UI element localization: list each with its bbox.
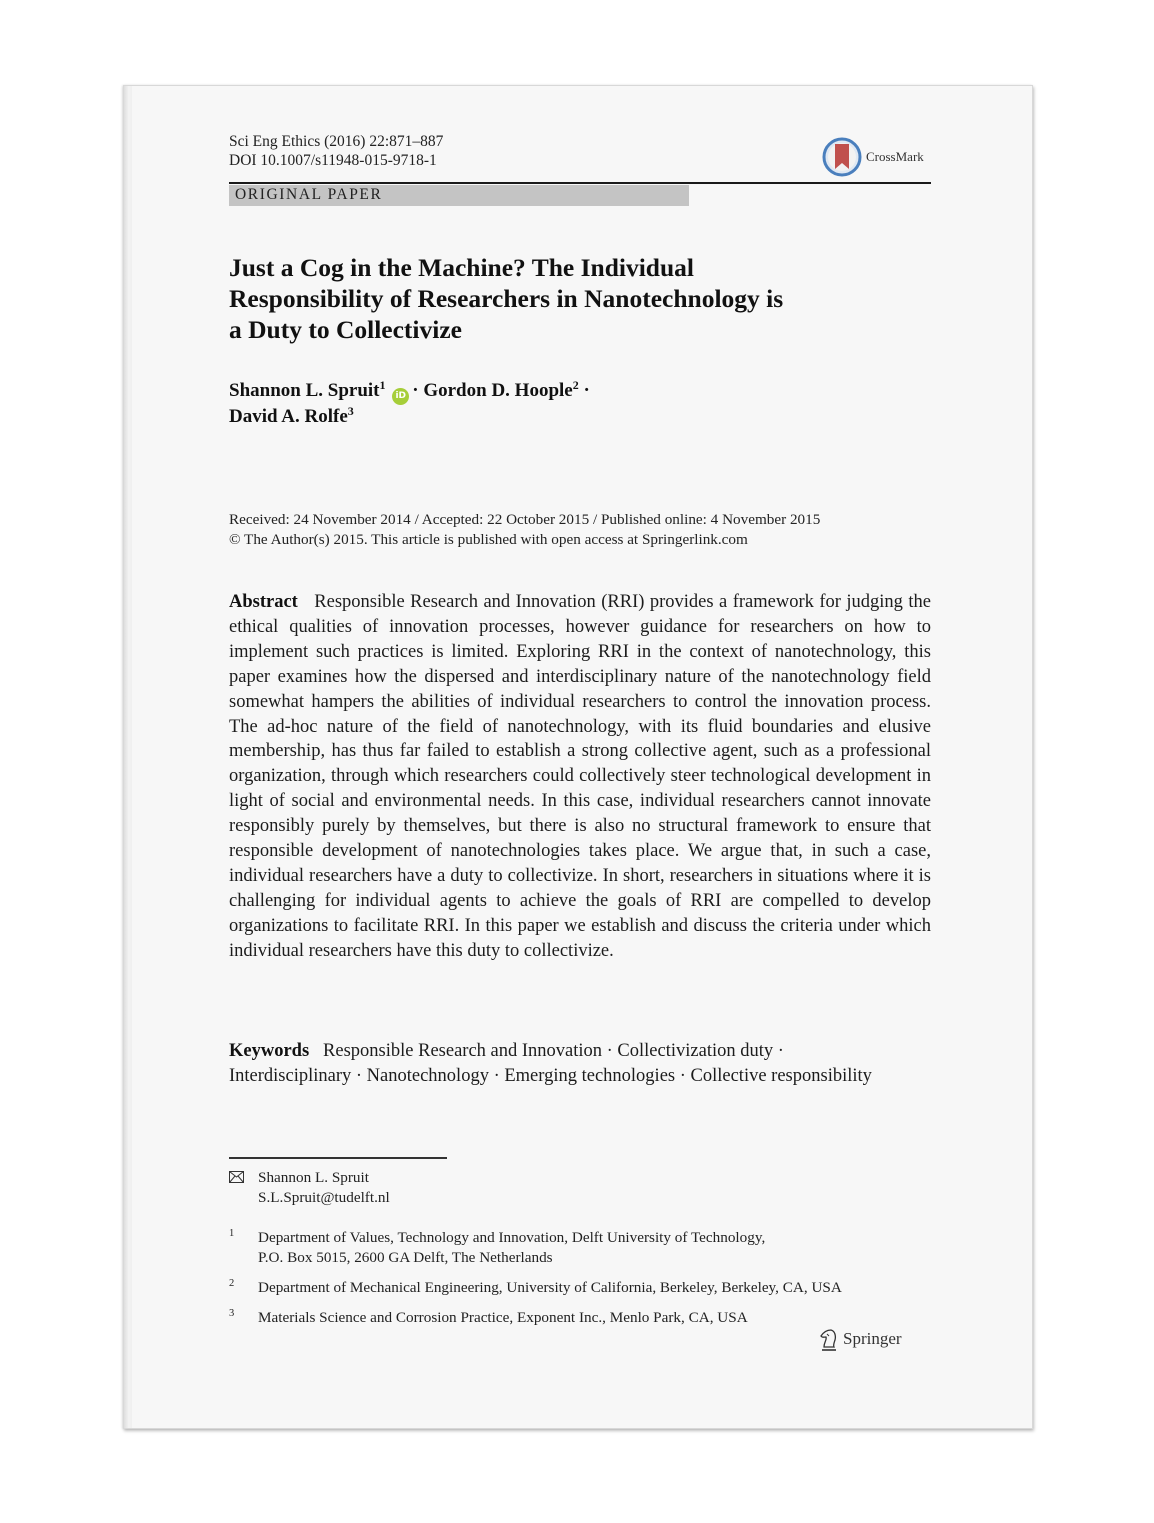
- orcid-icon[interactable]: iD: [392, 388, 409, 405]
- title-line: Just a Cog in the Machine? The Individual: [229, 253, 695, 282]
- author-separator: ·: [583, 380, 590, 401]
- affiliation-number: 2: [229, 1278, 235, 1289]
- envelope-icon: [229, 1171, 244, 1183]
- affiliation-number: 1: [229, 1228, 235, 1239]
- affiliation-number: 3: [229, 1308, 235, 1319]
- copyright-line: © The Author(s) 2015. This article is published with open access at Springerlink.com: [229, 531, 748, 548]
- header-rule: [229, 182, 931, 184]
- springer-knight-icon: [819, 1328, 839, 1352]
- author-list: [229, 379, 869, 429]
- title-line: Responsibility of Researchers in Nanotechnology is: [229, 284, 784, 313]
- abstract-label: Abstract: [229, 592, 298, 612]
- springer-logo: [817, 1327, 937, 1353]
- article-type-band: [229, 185, 689, 206]
- affiliation-marker: 3: [347, 404, 354, 418]
- abstract: [229, 590, 931, 964]
- affiliation-marker: 1: [379, 378, 386, 392]
- article-type: ORIGINAL PAPER: [235, 186, 383, 203]
- paper-title: [229, 252, 889, 345]
- paper-page: [123, 85, 1033, 1429]
- publication-dates: [229, 510, 934, 550]
- footnote-rule: [229, 1157, 447, 1159]
- affiliation-marker: 2: [572, 378, 579, 392]
- affiliation-text: Materials Science and Corrosion Practice, Exponent Inc., Menlo Park, CA, USA: [258, 1309, 748, 1326]
- crossmark-icon: [822, 136, 862, 178]
- crossmark-label: CrossMark: [866, 149, 924, 164]
- author-name[interactable]: Shannon L. Spruit: [229, 380, 380, 401]
- journal-citation: Sci Eng Ethics (2016) 22:871–887: [229, 133, 444, 150]
- publisher-name: Springer: [843, 1329, 902, 1348]
- correspondence-email[interactable]: S.L.Spruit@tudelft.nl: [258, 1189, 390, 1206]
- keywords: [229, 1039, 879, 1089]
- affiliation-text: Department of Mechanical Engineering, University of California, Berkeley, Berkeley, CA, USA: [258, 1279, 842, 1296]
- journal-info: [229, 132, 443, 170]
- doi[interactable]: DOI 10.1007/s11948-015-9718-1: [229, 152, 437, 169]
- affiliation-text: Department of Values, Technology and Innovation, Delft University of Technology,: [258, 1229, 766, 1246]
- dates-line: Received: 24 November 2014 / Accepted: 22 October 2015 / Published online: 4 November 2015: [229, 511, 821, 528]
- keywords-text: Responsible Research and Innovation · Collectivization duty · Interdisciplinary · Nanotechnology · Emerging technologies · Collective responsibility: [229, 1041, 872, 1086]
- author-separator: ·: [412, 380, 419, 401]
- abstract-text: Responsible Research and Innovation (RRI) provides a framework for judging the ethical qualities of innovation processes, however guidance for researchers on how to implement such practices is limited. Exploring RRI in the context of nanotechnology, this paper examines how the dispersed and interdisciplinary nature of the nanotechnology field somewhat hampers the abilities of individual researchers to control the innovation process. The ad-hoc nature of the field of nanotechnology, with its fluid boundaries and elusive membership, has thus far failed to establish a strong collective agent, such as a professional organization, through which researchers could collectively steer technological development in light of social and environmental needs. In this case, individual researchers cannot innovate responsibly purely by themselves, but there is also no structural framework to ensure that responsible development of nanotechnologies takes place. We argue that, in such a case, individual researchers have a duty to collectivize. In short, researchers in situations where it is challenging for individual agents to achieve the goals of RRI are compelled to develop organizations to facilitate RRI. In this paper we establish and discuss the criteria under which individual researchers have this duty to collectivize.: [229, 592, 932, 961]
- crossmark-badge[interactable]: [822, 136, 932, 178]
- title-line: a Duty to Collectivize: [229, 315, 462, 344]
- correspondence-name: Shannon L. Spruit: [258, 1169, 369, 1186]
- author-name[interactable]: David A. Rolfe: [229, 406, 348, 427]
- author-name[interactable]: Gordon D. Hoople: [423, 380, 573, 401]
- affiliation-text: P.O. Box 5015, 2600 GA Delft, The Netherlands: [258, 1249, 553, 1266]
- keywords-label: Keywords: [229, 1041, 310, 1061]
